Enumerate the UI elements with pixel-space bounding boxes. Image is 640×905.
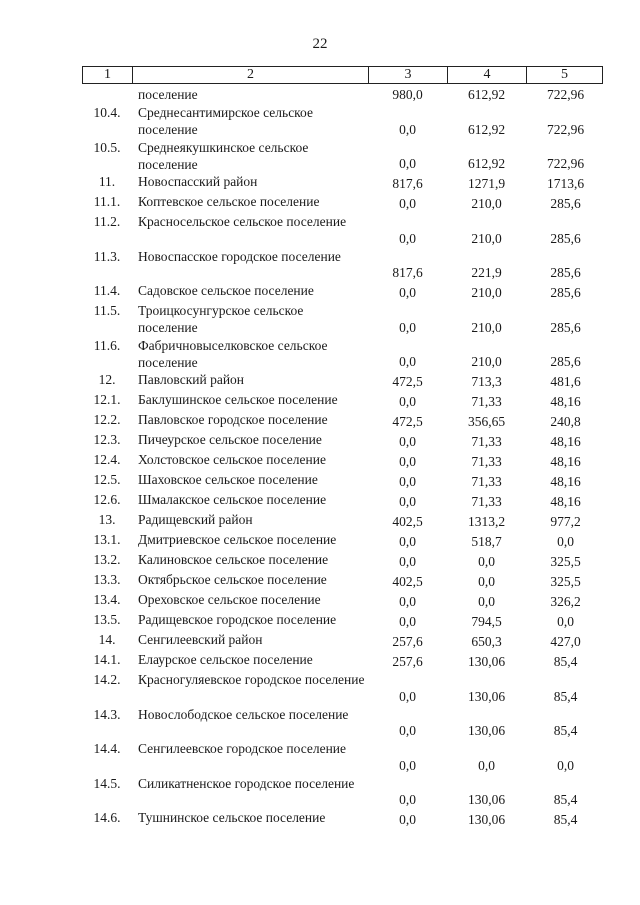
row-value-col5: 85,4 xyxy=(553,792,578,807)
row-number: 14.4. xyxy=(93,741,121,756)
row-value-col4: 130,06 xyxy=(467,654,506,669)
row-value-col4: 130,06 xyxy=(467,723,506,738)
row-value-col3: 0,0 xyxy=(399,434,416,449)
row-value-col3: 472,5 xyxy=(392,374,423,389)
row-value-col4: 713,3 xyxy=(471,374,502,389)
row-value-col4: 0,0 xyxy=(478,554,495,569)
row-name: Октябрьское сельское поселение xyxy=(138,572,327,587)
table-row xyxy=(82,337,603,372)
row-value-col4: 1313,2 xyxy=(467,514,506,529)
row-number: 13.5. xyxy=(93,612,121,627)
table-row xyxy=(82,809,603,829)
row-value-col4: 210,0 xyxy=(471,285,502,300)
table-body xyxy=(82,86,603,829)
row-number: 11.4. xyxy=(93,283,121,298)
row-value-col5: 48,16 xyxy=(550,394,581,409)
table-row xyxy=(82,651,603,671)
row-value-col4: 210,0 xyxy=(471,319,502,335)
row-name: Калиновское сельское поселение xyxy=(138,552,329,567)
table-row xyxy=(82,431,603,451)
row-value-col3: 0,0 xyxy=(399,594,416,609)
row-value-col4: 612,92 xyxy=(467,156,506,171)
table-row xyxy=(82,706,603,741)
row-number: 11.2. xyxy=(93,214,121,229)
row-number: 10.5. xyxy=(93,139,121,155)
row-value-col3: 0,0 xyxy=(399,534,416,549)
row-name: Радищевское городское поселение xyxy=(138,612,337,627)
row-value-col5: 85,4 xyxy=(553,654,578,669)
table-row xyxy=(82,571,603,591)
table-row xyxy=(82,671,603,706)
row-number: 12.6. xyxy=(93,492,121,507)
row-name: Шаховское сельское поселение xyxy=(138,472,318,487)
row-number: 11.5. xyxy=(93,303,121,318)
row-value-col3: 0,0 xyxy=(399,394,416,409)
row-value-col4: 356,65 xyxy=(467,414,506,429)
row-value-col3: 0,0 xyxy=(399,614,416,629)
row-name: Новоспасское городское поселение xyxy=(138,248,341,264)
row-value-col3: 0,0 xyxy=(399,554,416,569)
row-value-col3: 0,0 xyxy=(399,688,416,704)
row-number: 13.2. xyxy=(93,552,121,567)
row-value-col5: 48,16 xyxy=(550,494,581,509)
row-value-col5: 481,6 xyxy=(550,374,581,389)
row-value-col5: 285,6 xyxy=(550,319,581,335)
row-value-col3: 0,0 xyxy=(399,156,416,171)
table-row xyxy=(82,213,603,248)
table-row xyxy=(82,451,603,471)
row-value-col4: 0,0 xyxy=(478,594,495,609)
row-number: 14.6. xyxy=(93,810,121,825)
row-value-col3: 0,0 xyxy=(399,812,416,827)
row-value-col3: 0,0 xyxy=(399,196,416,211)
row-number: 11. xyxy=(98,174,116,189)
row-name: Сенгилеевский район xyxy=(138,632,263,647)
table-row xyxy=(82,631,603,651)
row-value-col3: 472,5 xyxy=(392,414,423,429)
row-name: Тушнинское сельское поселение xyxy=(138,810,326,825)
table-row xyxy=(82,139,603,174)
row-number: 11.3. xyxy=(93,248,121,264)
row-value-col4: 71,33 xyxy=(471,394,502,409)
column-header-1: 1 xyxy=(83,67,133,83)
row-name: Красносельское сельское поселение xyxy=(138,214,347,229)
column-header-3: 3 xyxy=(369,67,448,83)
row-name: Коптевское сельское поселение xyxy=(138,194,320,209)
row-value-col4: 518,7 xyxy=(471,534,502,549)
table-row xyxy=(82,471,603,491)
row-value-col3: 402,5 xyxy=(392,574,423,589)
row-value-col3: 0,0 xyxy=(399,230,416,246)
row-value-col3: 980,0 xyxy=(392,87,423,102)
row-value-col4: 210,0 xyxy=(471,196,502,211)
table-row xyxy=(82,775,603,810)
table-row xyxy=(82,391,603,411)
row-value-col4: 210,0 xyxy=(471,354,502,369)
table-row xyxy=(82,611,603,631)
row-name: Новоспасский район xyxy=(138,174,258,189)
row-name: Павловский район xyxy=(138,372,245,387)
column-header-4: 4 xyxy=(448,67,527,83)
row-value-col4: 130,06 xyxy=(467,812,506,827)
row-value-col4: 1271,9 xyxy=(467,176,506,191)
table-row xyxy=(82,491,603,511)
row-value-col5: 0,0 xyxy=(557,534,574,549)
row-number: 12.4. xyxy=(93,452,121,467)
row-number: 13.4. xyxy=(93,592,121,607)
row-name: Ореховское сельское поселение xyxy=(138,592,321,607)
table-row xyxy=(82,104,603,139)
row-value-col5: 722,96 xyxy=(546,156,585,171)
row-name: поселение xyxy=(138,87,198,102)
row-value-col5: 722,96 xyxy=(546,121,585,137)
row-number: 13.3. xyxy=(93,572,121,587)
row-value-col5: 325,5 xyxy=(550,574,581,589)
table-header xyxy=(82,66,603,84)
row-value-col3: 0,0 xyxy=(399,319,416,335)
table-row xyxy=(82,591,603,611)
row-number: 12.2. xyxy=(93,412,121,427)
row-name: Силикатненское городское поселение xyxy=(138,775,355,791)
row-number: 14.5. xyxy=(93,775,121,791)
row-value-col5: 285,6 xyxy=(550,265,581,280)
row-value-col5: 85,4 xyxy=(553,723,578,738)
row-name: Фабричновыселковское сельское поселение xyxy=(138,337,328,370)
row-value-col4: 794,5 xyxy=(471,614,502,629)
row-value-col5: 85,4 xyxy=(553,812,578,827)
row-number: 10.4. xyxy=(93,105,121,120)
row-value-col4: 0,0 xyxy=(478,574,495,589)
row-name: Павловское городское поселение xyxy=(138,412,328,427)
row-value-col4: 130,06 xyxy=(467,792,506,807)
column-header-2: 2 xyxy=(133,67,369,83)
row-number: 12.1. xyxy=(93,392,121,407)
table-row xyxy=(82,531,603,551)
row-value-col5: 0,0 xyxy=(557,614,574,629)
row-name: Красногуляевское городское поселение xyxy=(138,672,365,687)
row-value-col5: 977,2 xyxy=(550,514,581,529)
row-value-col5: 0,0 xyxy=(557,757,574,773)
table-row xyxy=(82,551,603,571)
row-name: Баклушинское сельское поселение xyxy=(138,392,338,407)
row-number: 14.3. xyxy=(93,706,121,722)
row-number: 12.5. xyxy=(93,472,121,487)
table-row xyxy=(82,411,603,431)
row-value-col4: 221,9 xyxy=(471,265,502,280)
row-value-col5: 285,6 xyxy=(550,285,581,300)
row-name: Дмитриевское сельское поселение xyxy=(138,532,337,547)
row-name: Сенгилеевское городское поселение xyxy=(138,741,347,756)
row-value-col5: 48,16 xyxy=(550,434,581,449)
column-header-5: 5 xyxy=(561,67,568,82)
row-value-col5: 326,2 xyxy=(550,594,581,609)
row-value-col3: 0,0 xyxy=(399,474,416,489)
table-row xyxy=(82,282,603,302)
row-number: 13.1. xyxy=(93,532,121,547)
row-value-col3: 817,6 xyxy=(392,265,423,280)
row-name: Новослободское сельское поселение xyxy=(138,706,349,722)
row-name: Пичеурское сельское поселение xyxy=(138,432,322,447)
row-value-col4: 130,06 xyxy=(467,688,506,704)
row-name: Холстовское сельское поселение xyxy=(138,452,326,467)
row-name: Среднеякушкинское сельское поселение xyxy=(138,139,309,172)
row-value-col5: 48,16 xyxy=(550,454,581,469)
row-number: 14.1. xyxy=(93,652,121,667)
row-value-col4: 71,33 xyxy=(471,454,502,469)
table-row xyxy=(82,173,603,193)
row-value-col5: 285,6 xyxy=(550,196,581,211)
row-value-col5: 285,6 xyxy=(550,354,581,369)
row-value-col3: 0,0 xyxy=(399,494,416,509)
row-value-col3: 0,0 xyxy=(399,454,416,469)
row-number: 12. xyxy=(98,372,116,387)
row-value-col5: 240,8 xyxy=(550,414,581,429)
row-value-col3: 817,6 xyxy=(392,176,423,191)
row-value-col5: 85,4 xyxy=(553,688,578,704)
row-value-col4: 71,33 xyxy=(471,494,502,509)
row-value-col4: 71,33 xyxy=(471,474,502,489)
row-value-col5: 325,5 xyxy=(550,554,581,569)
row-number: 14.2. xyxy=(93,672,121,687)
row-value-col3: 0,0 xyxy=(399,723,416,738)
row-number: 12.3. xyxy=(93,432,121,447)
row-name: Радищевский район xyxy=(138,512,253,527)
table-row xyxy=(82,511,603,531)
table-row xyxy=(82,193,603,213)
row-value-col3: 0,0 xyxy=(399,354,416,369)
row-name: Елаурское сельское поселение xyxy=(138,652,313,667)
row-value-col4: 0,0 xyxy=(478,757,495,773)
row-name: Шмалакское сельское поселение xyxy=(138,492,327,507)
row-value-col4: 612,92 xyxy=(467,87,506,102)
table-row xyxy=(82,740,603,775)
row-value-col4: 612,92 xyxy=(467,121,506,137)
row-number: 11.6. xyxy=(93,337,121,353)
page-number: 22 xyxy=(312,36,328,52)
row-value-col5: 285,6 xyxy=(550,230,581,246)
row-value-col4: 650,3 xyxy=(471,634,502,649)
row-value-col5: 1713,6 xyxy=(546,176,585,191)
row-value-col5: 48,16 xyxy=(550,474,581,489)
row-name: Троицкосунгурское сельское поселение xyxy=(138,303,304,335)
table-row xyxy=(82,371,603,391)
row-value-col3: 0,0 xyxy=(399,792,416,807)
row-name: Садовское сельское поселение xyxy=(138,283,314,298)
table-row xyxy=(82,86,603,104)
row-value-col5: 427,0 xyxy=(550,634,581,649)
row-value-col3: 402,5 xyxy=(392,514,423,529)
table-row xyxy=(82,302,603,337)
row-name: Среднесантимирское сельское поселение xyxy=(138,105,313,137)
row-value-col4: 71,33 xyxy=(471,434,502,449)
row-value-col3: 0,0 xyxy=(399,121,416,137)
row-number: 11.1. xyxy=(93,194,121,209)
row-value-col5: 722,96 xyxy=(546,87,585,102)
row-number: 13. xyxy=(98,512,116,527)
row-value-col3: 0,0 xyxy=(399,757,416,773)
row-value-col3: 257,6 xyxy=(392,634,423,649)
table-row xyxy=(82,248,603,283)
row-value-col3: 0,0 xyxy=(399,285,416,300)
row-value-col4: 210,0 xyxy=(471,230,502,246)
row-number: 14. xyxy=(98,632,116,647)
row-value-col3: 257,6 xyxy=(392,654,423,669)
